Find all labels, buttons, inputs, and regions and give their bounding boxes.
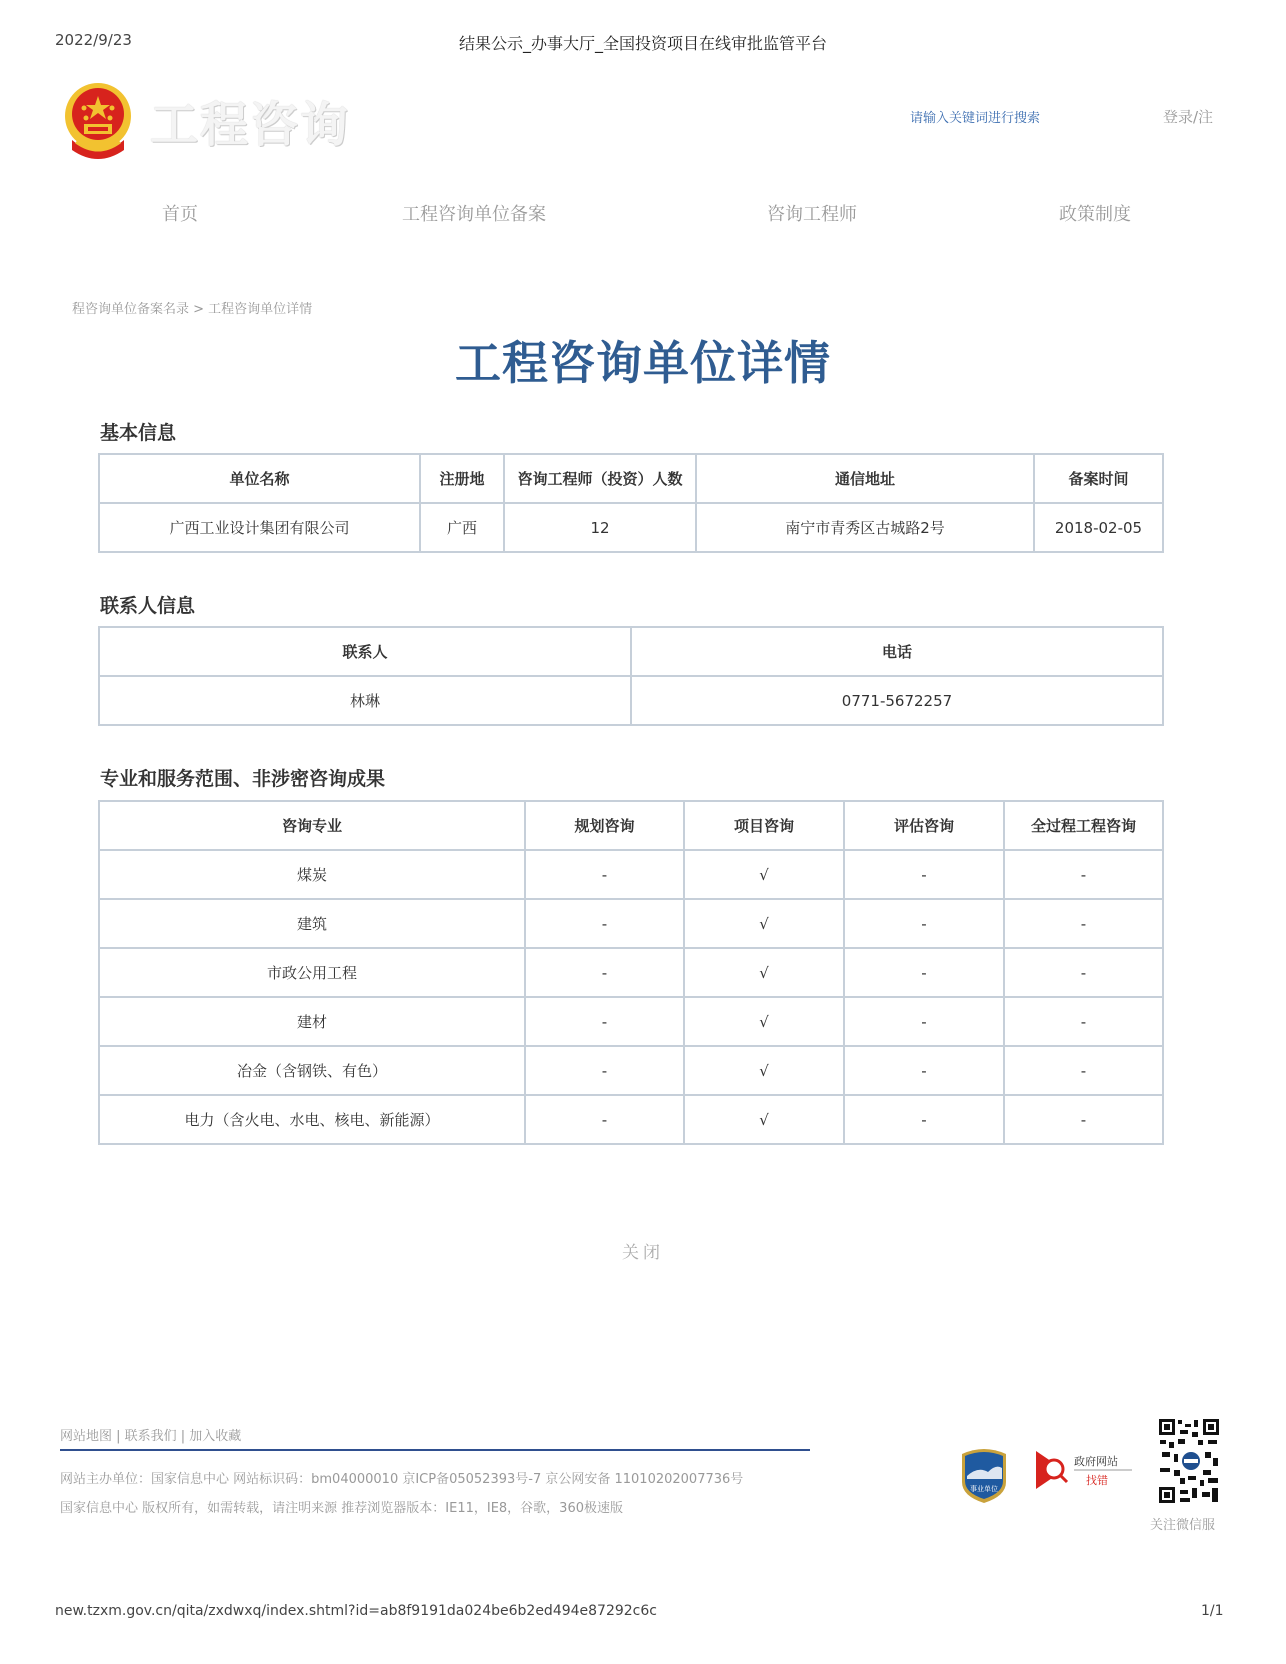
badge2-line2: 找错	[1086, 1474, 1108, 1487]
nav-item-engineers[interactable]: 咨询工程师	[767, 204, 857, 225]
table-header-row	[99, 454, 1163, 503]
close-button[interactable]: 关闭	[622, 1243, 664, 1263]
table-row	[99, 850, 1163, 899]
evaluation-mark: -	[844, 948, 1004, 997]
table-header-row	[99, 801, 1163, 850]
whole-process-mark: -	[1004, 899, 1163, 948]
specialty: 建筑	[99, 899, 525, 948]
planning-mark: -	[525, 899, 684, 948]
specialty: 煤炭	[99, 850, 525, 899]
scope-table	[98, 800, 1164, 1145]
search-link[interactable]: 请输入关键词进行搜索	[910, 111, 1041, 126]
whole-process-mark: -	[1004, 1046, 1163, 1095]
badge2-line1: 政府网站	[1074, 1455, 1118, 1468]
filing-date: 2018-02-05	[1034, 503, 1163, 552]
unit-name: 广西工业设计集团有限公司	[99, 503, 420, 552]
evaluation-mark: -	[844, 850, 1004, 899]
header-contact-person: 联系人	[99, 627, 631, 676]
footer-divider	[60, 1449, 810, 1451]
whole-process-mark: -	[1004, 948, 1163, 997]
header-unit-name: 单位名称	[99, 454, 420, 503]
print-page-title: 结果公示_办事大厅_全国投资项目在线审批监管平台	[458, 34, 827, 53]
scope-heading: 专业和服务范围、非涉密咨询成果	[100, 768, 386, 790]
footer-copyright-info: 国家信息中心 版权所有，如需转载，请注明来源 推荐浏览器版本：IE11，IE8，谷歌，360极速版	[60, 1501, 623, 1516]
header-evaluation: 评估咨询	[844, 801, 1004, 850]
whole-process-mark: -	[1004, 850, 1163, 899]
table-row	[99, 997, 1163, 1046]
footer-sponsor-info: 网站主办单位：国家信息中心 网站标识码：bm04000010 京ICP备05052393号-7 京公网安备 11010202007736号	[60, 1472, 744, 1487]
project-mark: √	[684, 850, 844, 899]
wechat-qr-code-icon	[1158, 1418, 1220, 1504]
contact-info-heading: 联系人信息	[100, 595, 196, 617]
registration-place: 广西	[420, 503, 504, 552]
table-header-row	[99, 627, 1163, 676]
badge1-label: 事业单位	[970, 1485, 998, 1493]
project-mark: √	[684, 1095, 844, 1144]
address: 南宁市青秀区古城路2号	[696, 503, 1034, 552]
basic-info-heading: 基本信息	[100, 422, 177, 444]
project-mark: √	[684, 997, 844, 1046]
site-logo-text[interactable]: 工程咨询	[150, 97, 351, 153]
header-engineer-count: 咨询工程师（投资）人数	[504, 454, 696, 503]
print-date: 2022/9/23	[55, 31, 132, 49]
specialty: 冶金（含钢铁、有色）	[99, 1046, 525, 1095]
header-specialty: 咨询专业	[99, 801, 525, 850]
nav-item-unit-filing[interactable]: 工程咨询单位备案	[402, 204, 546, 225]
table-row	[99, 1046, 1163, 1095]
header-filing-date: 备案时间	[1034, 454, 1163, 503]
specialty: 市政公用工程	[99, 948, 525, 997]
planning-mark: -	[525, 1095, 684, 1144]
planning-mark: -	[525, 948, 684, 997]
planning-mark: -	[525, 997, 684, 1046]
gov-site-error-report-icon[interactable]	[1034, 1449, 1134, 1491]
table-row	[99, 948, 1163, 997]
breadcrumb[interactable]: 程咨询单位备案名录 > 工程咨询单位详情	[72, 302, 313, 317]
evaluation-mark: -	[844, 1046, 1004, 1095]
header-phone: 电话	[631, 627, 1163, 676]
header-planning: 规划咨询	[525, 801, 684, 850]
contact-info-table	[98, 626, 1164, 726]
project-mark: √	[684, 1046, 844, 1095]
footer-links[interactable]: 网站地图 | 联系我们 | 加入收藏	[60, 1429, 242, 1444]
specialty: 电力（含火电、水电、核电、新能源）	[99, 1095, 525, 1144]
login-link[interactable]: 登录/注	[1163, 108, 1214, 126]
whole-process-mark: -	[1004, 997, 1163, 1046]
header-registration-place: 注册地	[420, 454, 504, 503]
page-title: 工程咨询单位详情	[455, 336, 831, 390]
whole-process-mark: -	[1004, 1095, 1163, 1144]
print-url: new.tzxm.gov.cn/qita/zxdwxq/index.shtml?id=ab8f9191da024be6b2ed494e87292c6c	[55, 1603, 657, 1619]
table-row	[99, 676, 1163, 725]
phone: 0771-5672257	[631, 676, 1163, 725]
evaluation-mark: -	[844, 1095, 1004, 1144]
project-mark: √	[684, 948, 844, 997]
evaluation-mark: -	[844, 997, 1004, 1046]
nav-item-home[interactable]: 首页	[162, 204, 198, 225]
planning-mark: -	[525, 1046, 684, 1095]
specialty: 建材	[99, 997, 525, 1046]
header-address: 通信地址	[696, 454, 1034, 503]
table-row	[99, 899, 1163, 948]
contact-person: 林琳	[99, 676, 631, 725]
national-emblem-icon	[62, 80, 134, 160]
table-row	[99, 503, 1163, 552]
print-page-number: 1/1	[1201, 1603, 1224, 1619]
public-institution-badge-icon[interactable]	[958, 1446, 1010, 1504]
header-whole-process: 全过程工程咨询	[1004, 801, 1163, 850]
basic-info-table	[98, 453, 1164, 553]
table-row	[99, 1095, 1163, 1144]
nav-item-policy[interactable]: 政策制度	[1059, 204, 1131, 225]
evaluation-mark: -	[844, 899, 1004, 948]
engineer-count: 12	[504, 503, 696, 552]
header-project: 项目咨询	[684, 801, 844, 850]
project-mark: √	[684, 899, 844, 948]
qr-caption: 关注微信服	[1150, 1518, 1216, 1533]
planning-mark: -	[525, 850, 684, 899]
